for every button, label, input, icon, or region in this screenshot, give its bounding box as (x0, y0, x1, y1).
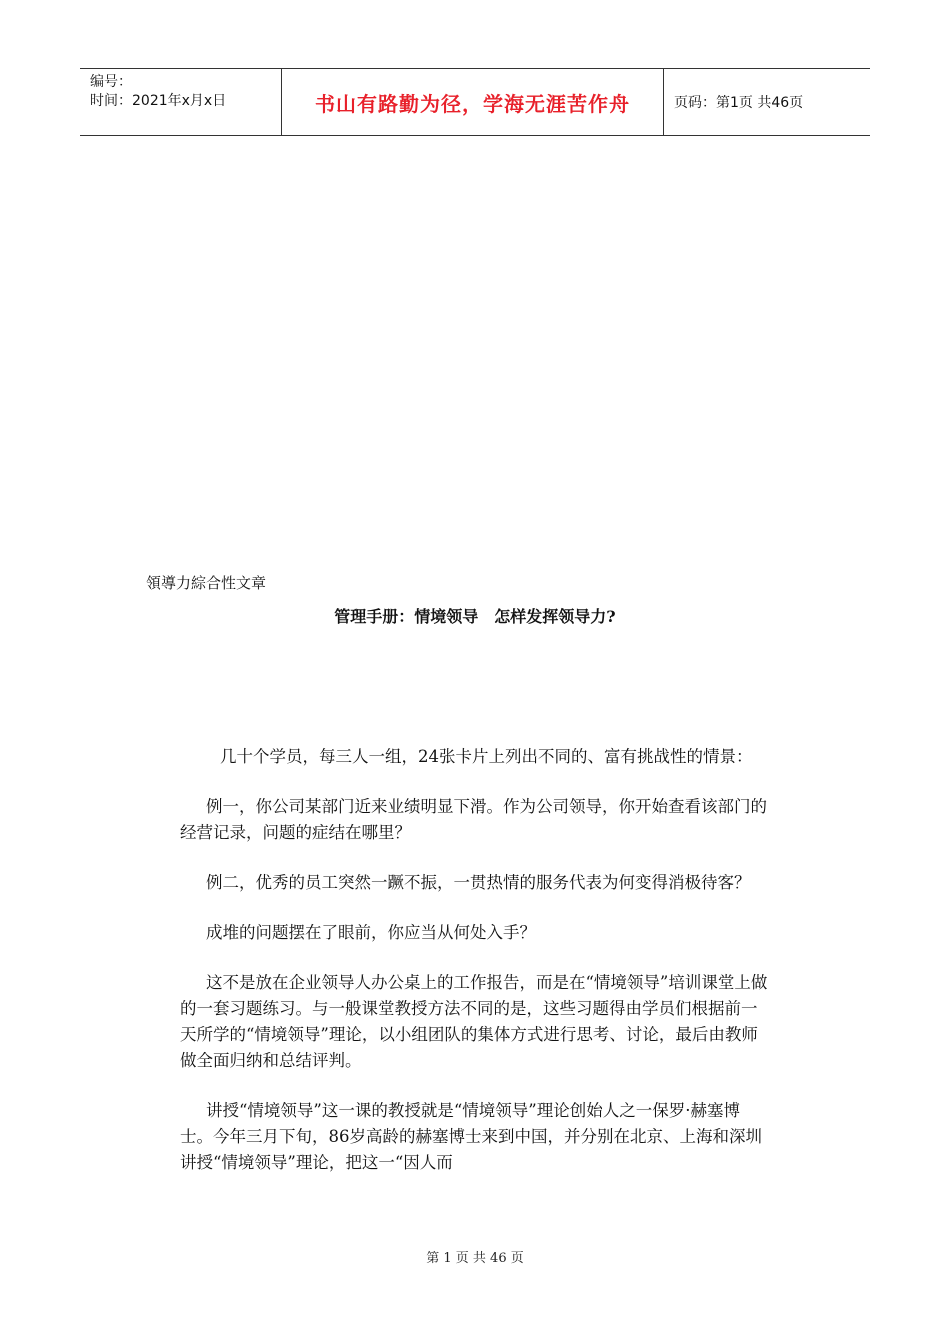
paragraph: 例二，优秀的员工突然一蹶不振，一贯热情的服务代表为何变得消极待客？ (206, 873, 751, 892)
header-page-label: 页码：第1页 共46页 (674, 95, 804, 111)
paragraph: 讲授“情境领导”这一课的教授就是“情境领导”理论创始人之一保罗·赫塞博士。今年三月下旬，86岁高龄的赫塞博士来到中国，并分别在北京、上海和深圳讲授“情境领导”理论，把这一“因人而 (180, 1101, 762, 1172)
page-footer: 第 1 页 共 46 页 (426, 1251, 524, 1266)
header-meta (80, 69, 282, 135)
paragraph: 这不是放在企业领导人办公桌上的工作报告，而是在“情境领导”培训课堂上做的一套习题练习。与一般课堂教授方法不同的是，这些习题得由学员们根据前一天所学的“情境领导”理论，以小组团队的集体方式进行思考、讨论，最后由教师做全面归纳和总结评判。 (180, 973, 768, 1070)
document-title: 管理手册：情境领导 怎样发挥领导力? (334, 607, 616, 626)
document-time-label: 时间：2021年x月x日 (90, 93, 227, 109)
document-body (180, 744, 770, 1200)
header-motto: 书山有路勤为径，学海无涯苦作舟 (282, 69, 664, 135)
document-category: 領導力綜合性文章 (146, 574, 267, 592)
paragraph: 几十个学员，每三人一组，24张卡片上列出不同的、富有挑战性的情景： (220, 747, 753, 766)
paragraph: 成堆的问题摆在了眼前，你应当从何处入手？ (206, 923, 536, 942)
paragraph: 例一，你公司某部门近来业绩明显下滑。作为公司领导，你开始查看该部门的经营记录，问题的症结在哪里？ (180, 797, 767, 842)
document-number-label: 编号： (90, 74, 132, 90)
page-header (80, 68, 870, 136)
